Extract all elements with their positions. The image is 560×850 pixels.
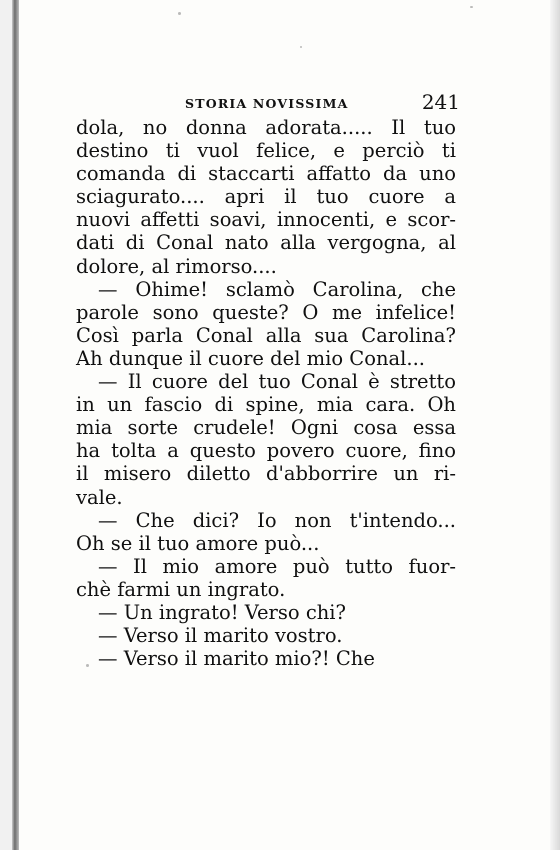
paper-speck bbox=[470, 6, 473, 8]
text-line: nuovi affetti soavi, innocenti, e scor- bbox=[76, 208, 456, 232]
page-header bbox=[185, 92, 460, 114]
page-gutter bbox=[0, 0, 12, 850]
text-line: — Il mio amore può tutto fuor- bbox=[98, 554, 456, 578]
text-line: dola, no donna adorata..... Il tuo bbox=[76, 116, 456, 139]
page-edge bbox=[550, 0, 560, 850]
paper-speck bbox=[300, 46, 302, 48]
page-number: 241 bbox=[421, 90, 460, 114]
text-line: Oh se il tuo amore può... bbox=[76, 531, 320, 555]
running-title: STORIA NOVISSIMA bbox=[185, 96, 349, 111]
text-line: parole sono queste? O me infelice! bbox=[76, 300, 456, 324]
text-line: Ah dunque il cuore del mio Conal... bbox=[76, 346, 425, 370]
text-line: in un fascio di spine, mia cara. Oh bbox=[76, 393, 456, 417]
text-line: dati di Conal nato alla vergogna, al bbox=[76, 231, 456, 255]
text-line: Così parla Conal alla sua Carolina? bbox=[76, 323, 456, 347]
binding-shadow bbox=[12, 0, 19, 850]
text-line: dolore, al rimorso.... bbox=[76, 254, 277, 278]
text-line: — Un ingrato! Verso chi? bbox=[98, 600, 346, 624]
text-line: destino ti vuol felice, e perciò ti bbox=[76, 139, 456, 163]
text-line: — Che dici? Io non t'intendo... bbox=[98, 508, 456, 532]
text-line: mia sorte crudele! Ogni cosa essa bbox=[76, 416, 456, 440]
body-text bbox=[76, 116, 456, 670]
text-line: — Verso il marito vostro. bbox=[98, 624, 343, 648]
text-line: sciagurato.... apri il tuo cuore a bbox=[76, 185, 456, 209]
text-line: comanda di staccarti affatto da uno bbox=[76, 162, 456, 186]
paper-speck bbox=[178, 12, 181, 15]
text-line: ha tolta a questo povero cuore, fino bbox=[76, 439, 456, 463]
text-line: — Ohime! sclamò Carolina, che bbox=[98, 277, 456, 301]
text-line: — Il cuore del tuo Conal è stretto bbox=[98, 370, 456, 394]
text-line: il misero diletto d'abborrire un ri- bbox=[76, 462, 456, 486]
text-line: — Verso il marito mio?! Che bbox=[98, 647, 375, 671]
text-line: chè farmi un ingrato. bbox=[76, 577, 286, 601]
text-line: vale. bbox=[76, 485, 123, 509]
